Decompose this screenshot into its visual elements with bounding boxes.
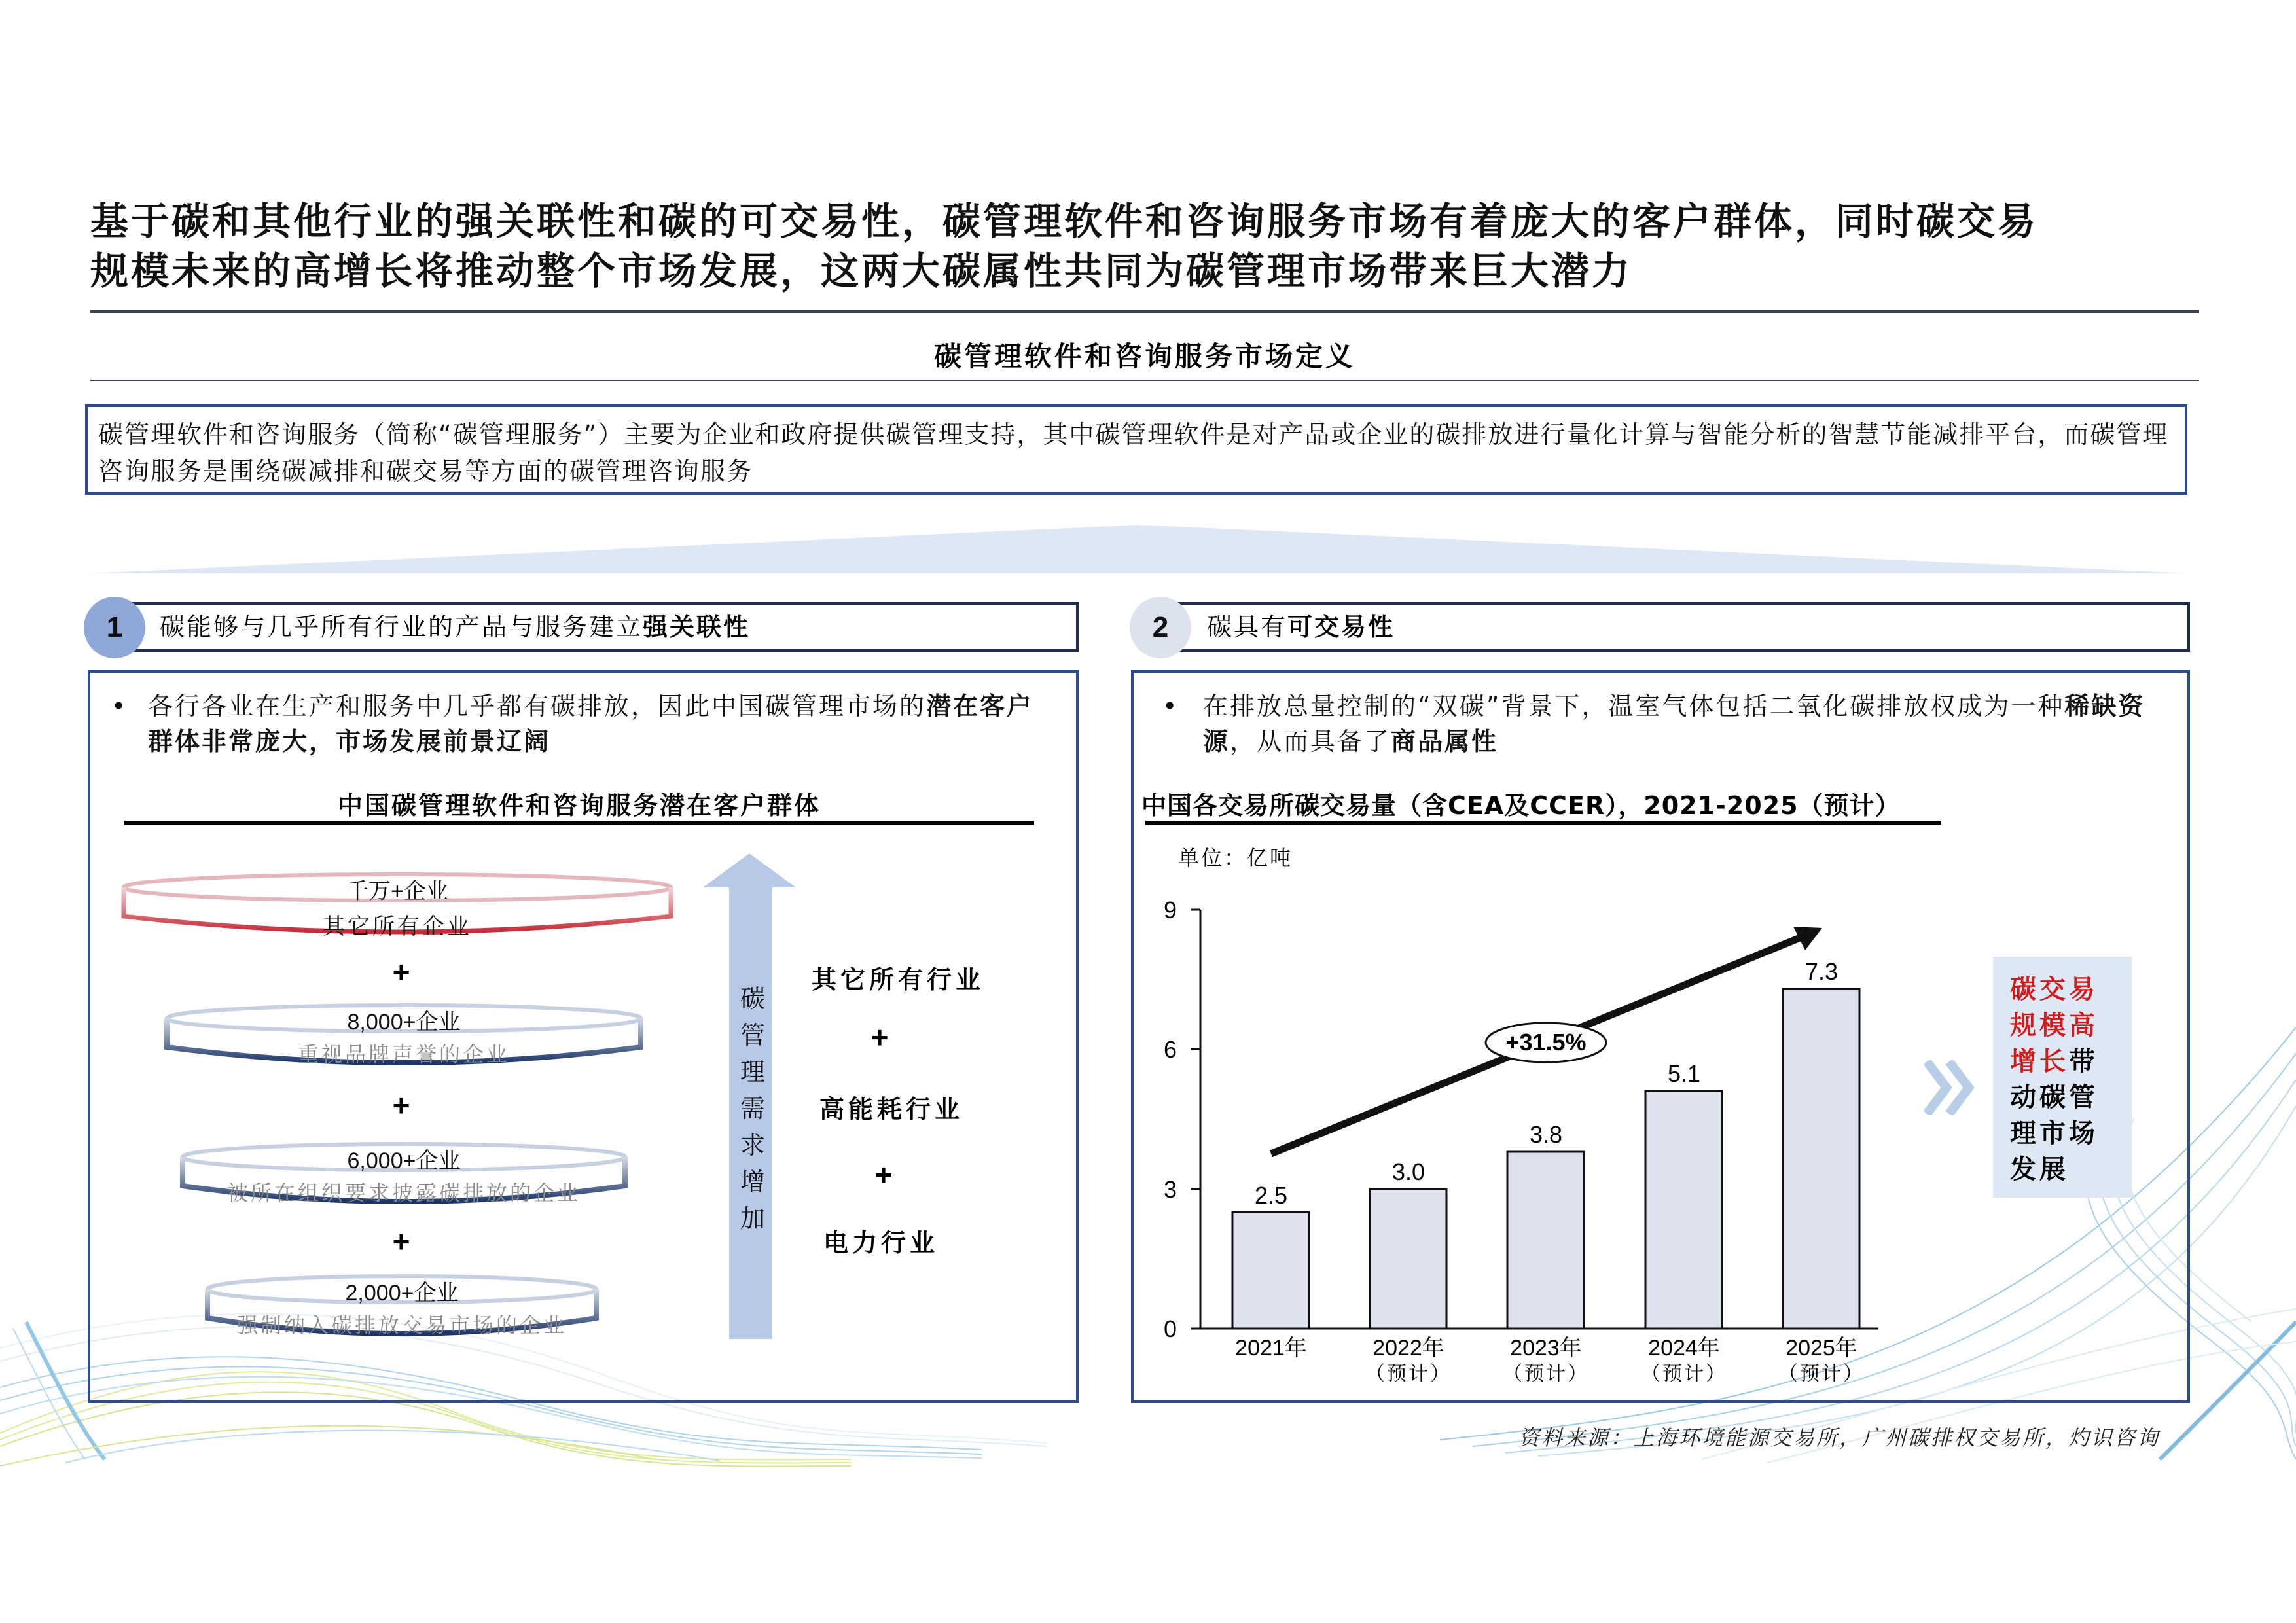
chart-unit: 单位：亿吨 — [1178, 846, 1293, 870]
ring-brand-reputation — [164, 1001, 644, 1073]
x-label — [1350, 1335, 1467, 1387]
callout-line: 动碳管 — [2010, 1082, 2098, 1113]
industry-power: 电力行业 — [823, 1228, 939, 1257]
arrow-char: 加 — [740, 1204, 765, 1233]
callout-line: 理市场 — [2010, 1118, 2098, 1149]
bar-value: 7.3 — [1804, 958, 1839, 985]
chart-title: 中国各交易所碳交易量（含CEA及CCER），2021-2025（预计） — [1141, 791, 1901, 820]
section1-badge: 1 — [84, 597, 145, 658]
x-label — [1212, 1335, 1330, 1361]
section2-badge: 2 — [1130, 597, 1191, 658]
section1-bullet — [111, 688, 1054, 759]
bar-2023 — [1507, 1152, 1584, 1329]
ring-desc: 强制纳入碳排放交易市场的企业 — [236, 1313, 567, 1338]
x-label — [1763, 1335, 1880, 1387]
section2-bullet — [1162, 688, 2177, 759]
chart-title-rule — [1145, 821, 1941, 825]
section1-subtitle-rule — [124, 821, 1034, 825]
callout-line: 规模高 — [2010, 1010, 2098, 1041]
industry-high-energy: 高能耗行业 — [819, 1094, 964, 1124]
x-label-forecast: （预计） — [1365, 1363, 1452, 1385]
section2-header — [1158, 602, 2190, 652]
section2-bullet-bold-2: 商品属性 — [1391, 727, 1499, 756]
bullet-dot: • — [1162, 692, 1179, 721]
bar-chart — [1139, 890, 1885, 1348]
plus-sign: + — [874, 1158, 893, 1192]
callout-line: 发展 — [2010, 1154, 2069, 1185]
section2-bullet-text: 在排放总量控制的“双碳”背景下，温室气体包括二氧化碳排放权成为一种 — [1203, 692, 2065, 721]
y-tick: 0 — [1164, 1315, 1177, 1342]
ring-disclosure-required — [179, 1140, 628, 1212]
section2-header-text: 碳具有 — [1207, 613, 1288, 641]
ring-count: 2,000+企业 — [345, 1281, 459, 1306]
x-label-forecast: （预计） — [1503, 1363, 1589, 1385]
ring-desc: 被所在组织要求披露碳排放的企业 — [226, 1181, 581, 1205]
bar-value: 5.1 — [1667, 1060, 1701, 1087]
section1-header-text: 碳能够与几乎所有行业的产品与服务建立 — [160, 613, 643, 641]
page-title-line2: 规模未来的高增长将推动整个市场发展，这两大碳属性共同为碳管理市场带来巨大潜力 — [90, 249, 1633, 293]
definition-box — [85, 404, 2187, 495]
bar-2022 — [1370, 1189, 1446, 1329]
page-title-line1: 基于碳和其他行业的强关联性和碳的可交易性，碳管理软件和咨询服务市场有着庞大的客户群体，同时碳交易 — [90, 199, 2039, 243]
section1-bullet-bold-2: 客户群体非常庞大，市场发展前景辽阔 — [148, 692, 1034, 756]
ring-mandatory-trading — [204, 1272, 600, 1344]
bullet-dot: • — [111, 692, 128, 721]
callout-line: 碳交易 — [2010, 974, 2098, 1005]
plus-sign: + — [392, 1088, 410, 1122]
ring-desc: 重视品牌声誉的企业 — [297, 1042, 510, 1067]
cagr-label: +31.5% — [1505, 1029, 1587, 1056]
section1-header — [111, 602, 1079, 652]
x-label-year: 2022年 — [1372, 1336, 1444, 1361]
plus-sign: + — [392, 955, 410, 989]
section1-subtitle: 中国碳管理软件和咨询服务潜在客户群体 — [337, 791, 821, 820]
callout-line-red: 增长 — [2010, 1046, 2069, 1077]
plus-sign: + — [870, 1020, 889, 1054]
y-tick: 9 — [1164, 897, 1177, 923]
triangle-decoration — [92, 524, 2186, 573]
arrow-char: 求 — [740, 1131, 765, 1160]
double-chevron-icon — [1924, 1060, 1977, 1115]
arrow-char: 管 — [740, 1021, 765, 1050]
section2-bullet-bold-1: 稀缺资源 — [1203, 692, 2145, 756]
bar-2021 — [1232, 1212, 1309, 1329]
definition-heading: 碳管理软件和咨询服务市场定义 — [933, 340, 1355, 372]
ring-count: 6,000+企业 — [347, 1149, 461, 1173]
bar-2024 — [1645, 1091, 1722, 1329]
definition-text: 碳管理软件和咨询服务（简称“碳管理服务”）主要为企业和政府提供碳管理支持，其中碳管理软件是对产品或企业的碳排放进行量化计算与智能分析的智慧节能减排平台，而碳管理咨询服务是围绕碳减排和碳交易等方面的碳管理咨询服务 — [98, 420, 2169, 486]
arrow-char: 需 — [740, 1094, 765, 1123]
x-label-year: 2024年 — [1648, 1336, 1720, 1361]
section1-bullet-text: 各行各业在生产和服务中几乎都有碳排放，因此中国碳管理市场的 — [148, 692, 927, 721]
plus-sign: + — [392, 1224, 410, 1258]
x-label-year: 2023年 — [1510, 1336, 1582, 1361]
bar-value: 2.5 — [1254, 1182, 1288, 1209]
x-label — [1625, 1335, 1743, 1387]
section2-bullet-text-2: ，从而具备了 — [1230, 727, 1391, 756]
arrow-char: 碳 — [740, 984, 765, 1013]
x-label-forecast: （预计） — [1641, 1363, 1727, 1385]
source-note: 资料来源：上海环境能源交易所，广州碳排权交易所，灼识咨询 — [1518, 1425, 2161, 1450]
x-label-forecast: （预计） — [1778, 1363, 1865, 1385]
ring-count: 8,000+企业 — [347, 1010, 461, 1035]
growth-callout — [1993, 957, 2132, 1198]
ring-all-enterprises — [120, 870, 674, 944]
page-title — [90, 196, 2217, 296]
title-divider — [90, 310, 2199, 313]
bar-2025 — [1783, 989, 1859, 1329]
arrow-label — [736, 980, 769, 1237]
y-tick: 3 — [1164, 1176, 1177, 1203]
section1-header-bold: 强关联性 — [643, 613, 751, 641]
ring-count: 千万+企业 — [346, 879, 448, 904]
definition-heading-divider — [90, 380, 2199, 381]
arrow-char: 增 — [740, 1168, 765, 1196]
section1-bullet-bold-1: 潜在 — [926, 692, 980, 721]
x-label-year: 2021年 — [1235, 1336, 1307, 1361]
industry-all-other: 其它所有行业 — [812, 965, 985, 994]
arrow-char: 理 — [740, 1058, 765, 1086]
callout-line-black: 带 — [2069, 1046, 2098, 1077]
x-label-year: 2025年 — [1785, 1336, 1857, 1361]
section2-header-bold: 可交易性 — [1287, 613, 1395, 641]
bar-value: 3.0 — [1391, 1158, 1426, 1185]
bar-value: 3.8 — [1529, 1121, 1563, 1148]
y-tick: 6 — [1164, 1036, 1177, 1063]
x-label — [1487, 1335, 1605, 1387]
ring-desc: 其它所有企业 — [323, 914, 472, 940]
